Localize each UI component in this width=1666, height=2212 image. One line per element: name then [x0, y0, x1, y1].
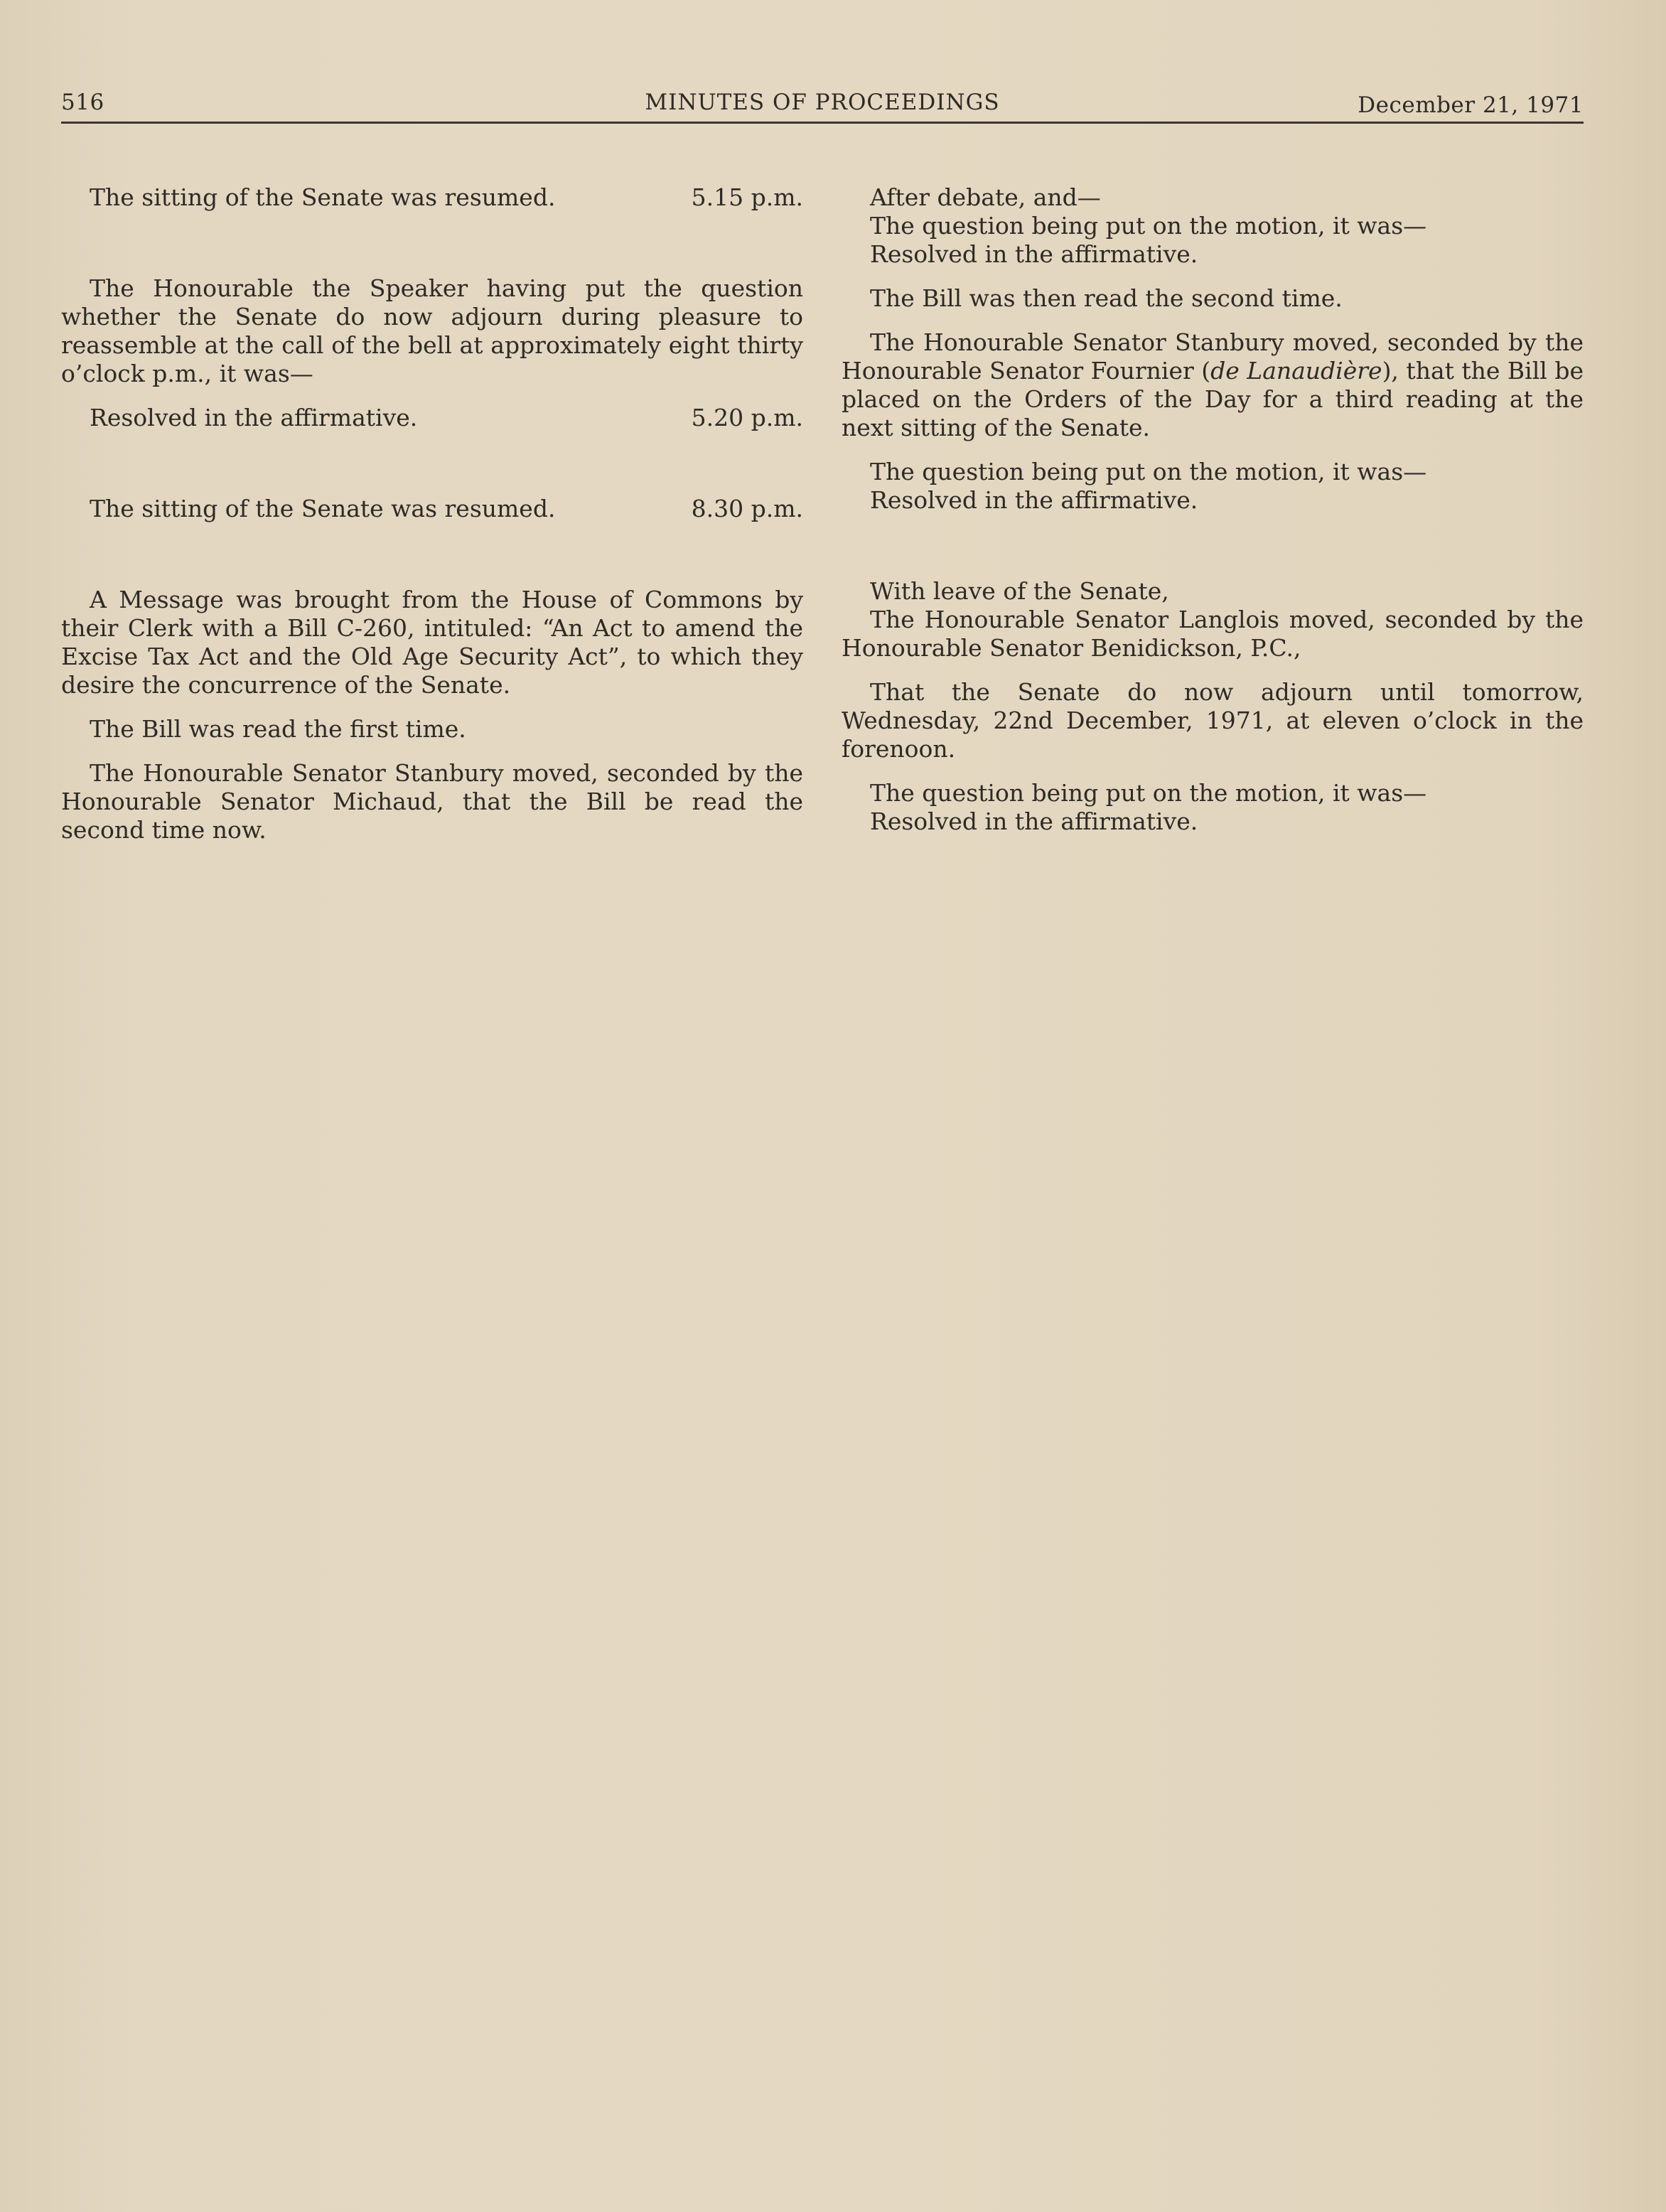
entry-time: 8.30 p.m. [691, 495, 803, 522]
question-put-line: The question being put on the motion, it was— [870, 779, 1427, 807]
first-reading-paragraph: The Bill was read the first time. [90, 715, 466, 743]
motion-text-italic: de Lanaudière [1210, 357, 1382, 385]
sitting-resumed-entry [61, 183, 803, 212]
resolved-line: Resolved in the affirmative. [870, 486, 1198, 514]
second-reading-paragraph: The Bill was then read the second time. [870, 284, 1343, 312]
page-number: 516 [61, 90, 104, 115]
with-leave-line: With leave of the Senate, [870, 577, 1169, 605]
resolved-line: Resolved in the affirmative. [870, 240, 1198, 268]
entry-text: Resolved in the affirmative. [90, 404, 418, 431]
resolved-entry [61, 404, 803, 432]
motion-text: ), that the Bill be placed on the Orders of the Day for a third reading at the next sitting of the Senate. [842, 357, 1584, 441]
left-column [61, 183, 803, 844]
commons-message-paragraph: A Message was brought from the House of Commons by their Clerk with a Bill C-260, intituled: “An Act to amend the Excise Tax Act and the Old Age Security Act”, to which they desire the concurrence of the Senate. [61, 586, 803, 699]
header-rule [61, 122, 1584, 124]
running-title: MINUTES OF PROCEEDINGS [645, 90, 1000, 115]
entry-text: The sitting of the Senate was resumed. [90, 495, 556, 522]
header-date: December 21, 1971 [1358, 92, 1584, 118]
entry-text: The sitting of the Senate was resumed. [90, 183, 556, 211]
third-reading-motion-paragraph [842, 328, 1584, 442]
adjourn-motion-paragraph: The Honourable Senator Langlois moved, seconded by the Honourable Senator Benidickson, P.C., [842, 606, 1584, 662]
second-reading-motion-paragraph: The Honourable Senator Stanbury moved, seconded by the Honourable Senator Michaud, that the Bill be read the second time now. [61, 759, 803, 844]
question-put-line: The question being put on the motion, it was— [870, 458, 1427, 485]
entry-time: 5.15 p.m. [691, 183, 803, 211]
after-debate-line: After debate, and— [870, 183, 1101, 211]
entry-time: 5.20 p.m. [691, 404, 803, 431]
right-column [842, 183, 1584, 836]
resolved-line: Resolved in the affirmative. [870, 807, 1198, 835]
adjourn-text-paragraph: That the Senate do now adjourn until tomorrow, Wednesday, 22nd December, 1971, at eleven o’clock in the forenoon. [842, 678, 1584, 763]
page-header [61, 90, 1584, 125]
question-put-line: The question being put on the motion, it was— [870, 212, 1427, 240]
motion-text: The Honourable Senator Stanbury moved, seconded by the Honourable Senator Fournier ( [842, 328, 1584, 385]
sitting-resumed-entry [61, 495, 803, 523]
speaker-question-paragraph: The Honourable the Speaker having put the question whether the Senate do now adjourn during pleasure to reassemble at the call of the bell at approximately eight thirty o’clock p.m., it was— [61, 274, 803, 387]
